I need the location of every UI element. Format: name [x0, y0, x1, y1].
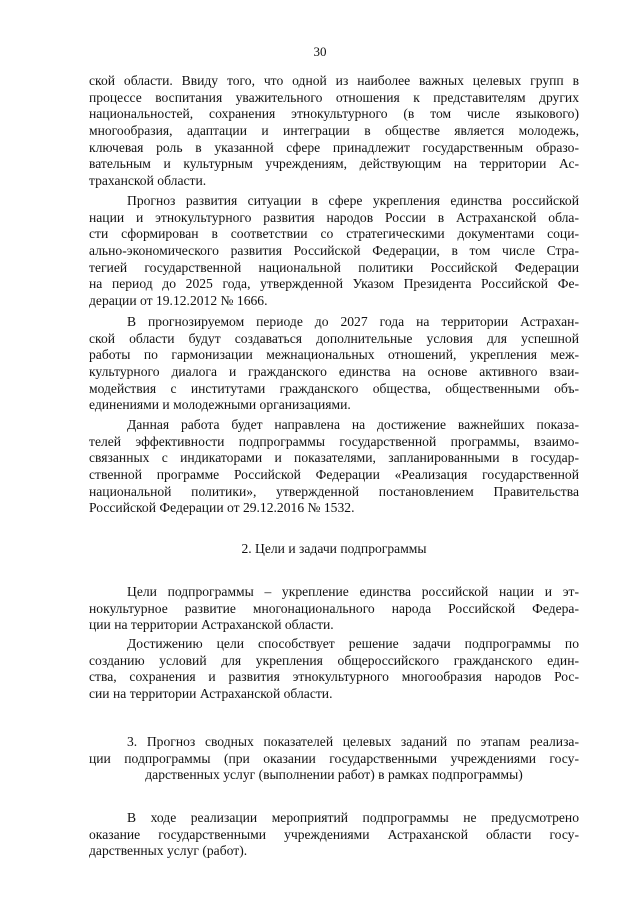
text-line: на период до 2025 года, утвержденной Указом Президента Российской Фе-	[89, 276, 579, 292]
text-line: национальностей, сохранения этнокультурного (в том числе языкового)	[89, 106, 579, 122]
text-line: ключевая роль в указанной сфере принадлежит государственным образо-	[89, 139, 579, 155]
section-heading-line: 2. Цели и задачи подпрограммы	[241, 541, 427, 556]
paragraph-3	[89, 314, 579, 414]
paragraph-4	[89, 417, 579, 517]
paragraph-1	[89, 73, 579, 190]
section-heading-line: ции подпрограммы (при оказании государственными учреждениями госу-	[89, 750, 579, 766]
text-line: Данная работа будет направлена на достижение важнейших показа-	[127, 417, 579, 432]
text-line: Цели подпрограммы – укрепление единства российской нации и эт-	[127, 584, 579, 599]
text-line: многообразия, адаптации и интеграции в обществе является молодежь,	[89, 123, 579, 139]
section-heading-line: дарственных услуг (выполнении работ) в рамках подпрограммы)	[145, 767, 523, 783]
text-line: нации и этнокультурного развития народов России в Астраханской обла-	[89, 209, 579, 225]
text-line: ально-экономического развития Российской Федерации, в том числе Стра-	[89, 243, 579, 259]
text-line: оказание государственными учреждениями Астраханской области госу-	[89, 826, 579, 842]
text-line: модействия с институтами гражданского общества, общественными объ-	[89, 380, 579, 396]
text-line: Российской Федерации от 29.12.2016 № 1532.	[89, 500, 355, 516]
text-line: созданию условий для укрепления общероссийского гражданского един-	[89, 652, 579, 668]
text-line: ской области. Ввиду того, что одной из наиболее важных целевых групп в	[89, 73, 579, 88]
text-line: национальной политики», утвержденной постановлением Правительства	[89, 483, 579, 499]
text-line: связанных с индикаторами и показателями, запланированными в государ-	[89, 450, 579, 466]
text-line: ции на территории Астраханской области.	[89, 617, 334, 633]
text-line: траханской области.	[89, 173, 207, 189]
text-line: культурного диалога и гражданского единства на основе активного взаи-	[89, 364, 579, 380]
text-line: сии на территории Астраханской области.	[89, 686, 333, 702]
section-2-paragraph-1	[89, 584, 579, 634]
section-3-heading	[89, 734, 579, 784]
page-number: 30	[313, 44, 327, 59]
section-3-paragraph-1	[89, 810, 579, 860]
text-line: единениями и молодежными организациями.	[89, 397, 351, 413]
section-heading-line: 3. Прогноз сводных показателей целевых заданий по этапам реализа-	[127, 734, 579, 749]
text-line: вательным и культурным учреждениям, действующим на территории Ас-	[89, 156, 579, 172]
text-line: телей эффективности подпрограммы государственной программы, взаимо-	[89, 433, 579, 449]
text-line: ства, сохранения и развития этнокультурного многообразия народов Рос-	[89, 669, 579, 685]
text-line: дарственных услуг (работ).	[89, 843, 248, 859]
text-line: тегией государственной национальной политики Российской Федерации	[89, 259, 579, 275]
text-line: работы по гармонизации межнациональных отношений, укрепления меж-	[89, 347, 579, 363]
text-line: В прогнозируемом периоде до 2027 года на территории Астрахан-	[127, 314, 579, 329]
text-line: дерации от 19.12.2012 № 1666.	[89, 293, 268, 309]
text-line: ственной программе Российской Федерации «Реализация государственной	[89, 467, 579, 483]
paragraph-2	[89, 193, 579, 310]
section-2-heading	[89, 541, 579, 558]
section-2-paragraph-2	[89, 636, 579, 703]
text-line: В ходе реализации мероприятий подпрограммы не предусмотрено	[127, 810, 579, 825]
text-line: процессе воспитания уважительного отношения к представителям других	[89, 89, 579, 105]
text-line: Достижению цели способствует решение задачи подпрограммы по	[127, 636, 579, 651]
text-line: нокультурное развитие многонационального народа Российской Федера-	[89, 600, 579, 616]
text-line: Прогноз развития ситуации в сфере укрепления единства российской	[127, 193, 579, 208]
text-line: сти сформирован в соответствии со стратегическими документами соци-	[89, 226, 579, 242]
text-line: ской области будут создаваться дополнительные условия для успешной	[89, 330, 579, 346]
